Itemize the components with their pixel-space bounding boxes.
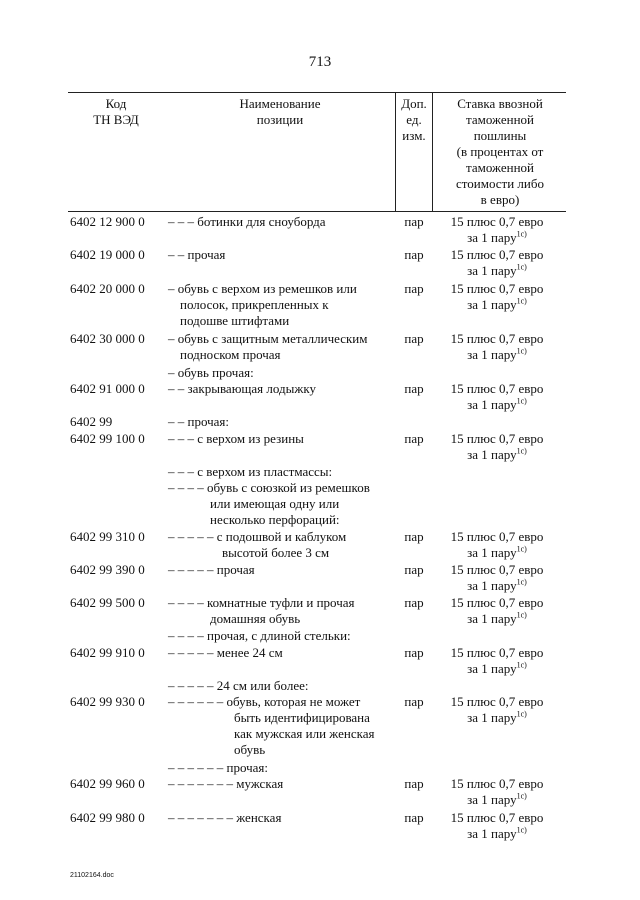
position-name — [168, 365, 400, 381]
unit-of-measure: пар — [404, 331, 424, 346]
duty-rate-line — [430, 578, 564, 594]
duty-rate-per-pair: за 1 пару — [467, 792, 517, 807]
duty-rate-per-pair: за 1 пару — [467, 661, 517, 676]
position-name-line: полосок, прикрепленных к — [180, 297, 329, 312]
header-code-line: Код — [105, 96, 127, 111]
tn-ved-code: 6402 99 910 0 — [70, 645, 145, 660]
footnote-marker: 1c) — [516, 296, 527, 306]
footnote-marker: 1c) — [516, 791, 527, 801]
footnote-marker: 1c) — [516, 396, 527, 406]
position-name-line: – – – – – с подошвой и каблуком — [168, 529, 347, 544]
duty-rate — [430, 562, 564, 594]
header-bottom-rule — [68, 211, 566, 212]
duty-rate — [430, 595, 564, 627]
position-name-line: – – прочая — [168, 247, 226, 262]
duty-rate — [430, 281, 564, 313]
duty-rate-per-pair: за 1 пару — [467, 578, 517, 593]
duty-rate-line: 15 плюс 0,7 евро — [450, 694, 544, 709]
unit-of-measure: пар — [404, 645, 424, 660]
unit-of-measure: пар — [404, 281, 424, 296]
position-name-line: – – – – – – – мужская — [168, 776, 284, 791]
duty-rate-line: 15 плюс 0,7 евро — [450, 214, 544, 229]
position-name-line: несколько перфораций: — [210, 512, 340, 527]
duty-rate-line: 15 плюс 0,7 евро — [450, 529, 544, 544]
tn-ved-code: 6402 99 100 0 — [70, 431, 145, 446]
unit-of-measure: пар — [404, 694, 424, 709]
duty-rate — [430, 381, 564, 413]
header-code — [70, 96, 162, 128]
header-top-rule — [68, 92, 566, 93]
duty-rate-line: 15 плюс 0,7 евро — [450, 381, 544, 396]
position-name — [168, 464, 400, 480]
position-name — [168, 645, 400, 661]
duty-rate — [430, 776, 564, 808]
position-name — [168, 776, 400, 792]
position-name — [168, 480, 400, 528]
header-rate-line: в евро) — [480, 192, 520, 207]
footnote-marker: 1c) — [516, 229, 527, 239]
duty-rate-per-pair: за 1 пару — [467, 297, 517, 312]
tn-ved-code: 6402 99 980 0 — [70, 810, 145, 825]
unit-of-measure: пар — [404, 810, 424, 825]
duty-rate-line — [430, 397, 564, 413]
position-name — [168, 810, 400, 826]
position-name-line: – обувь с верхом из ремешков или — [168, 281, 357, 296]
position-name-line: высотой более 3 см — [222, 545, 330, 560]
header-rate-line: таможенной — [466, 112, 534, 127]
unit-of-measure: пар — [404, 214, 424, 229]
duty-rate-per-pair: за 1 пару — [467, 230, 517, 245]
duty-rate-line: 15 плюс 0,7 евро — [450, 595, 544, 610]
position-name-line: – – – с верхом из пластмассы: — [168, 464, 333, 479]
position-name-line: – – – – – – обувь, которая не может — [168, 694, 361, 709]
tn-ved-code: 6402 99 930 0 — [70, 694, 145, 709]
column-divider — [432, 92, 433, 211]
duty-rate — [430, 431, 564, 463]
header-rate-line: (в процентах от — [456, 144, 544, 159]
duty-rate-line: 15 плюс 0,7 евро — [450, 645, 544, 660]
footnote-marker: 1c) — [516, 262, 527, 272]
footnote-marker: 1c) — [516, 544, 527, 554]
tn-ved-code: 6402 20 000 0 — [70, 281, 145, 296]
position-name-line: обувь — [234, 742, 266, 757]
duty-rate-per-pair: за 1 пару — [467, 347, 517, 362]
duty-rate — [430, 214, 564, 246]
position-name-line: – – – – прочая, с длиной стельки: — [168, 628, 351, 643]
position-name — [168, 760, 400, 776]
footnote-marker: 1c) — [516, 660, 527, 670]
position-name-line: – – – – – менее 24 см — [168, 645, 283, 660]
position-name-line: подошве штифтами — [180, 313, 290, 328]
footnote-marker: 1c) — [516, 709, 527, 719]
tn-ved-code: 6402 99 500 0 — [70, 595, 145, 610]
header-code-line: ТН ВЭД — [93, 112, 139, 127]
header-name-line: позиции — [256, 112, 304, 127]
footnote-marker: 1c) — [516, 577, 527, 587]
footnote-marker: 1c) — [516, 446, 527, 456]
position-name — [168, 214, 400, 230]
header-rate-line: таможенной — [466, 160, 534, 175]
duty-rate-line: 15 плюс 0,7 евро — [450, 776, 544, 791]
footnote-marker: 1c) — [516, 346, 527, 356]
unit-of-measure: пар — [404, 381, 424, 396]
duty-rate-line: 15 плюс 0,7 евро — [450, 431, 544, 446]
duty-rate-per-pair: за 1 пару — [467, 611, 517, 626]
header-rate-line: пошлины — [473, 128, 527, 143]
header-name-line: Наименование — [239, 96, 321, 111]
tn-ved-code: 6402 12 900 0 — [70, 214, 145, 229]
position-name — [168, 628, 400, 644]
duty-rate-per-pair: за 1 пару — [467, 263, 517, 278]
position-name-line: или имеющая одну или — [210, 496, 340, 511]
duty-rate-line — [430, 545, 564, 561]
unit-of-measure: пар — [404, 562, 424, 577]
position-name-line: – – – с верхом из резины — [168, 431, 304, 446]
duty-rate-line — [430, 661, 564, 677]
unit-of-measure: пар — [404, 431, 424, 446]
header-unit-line: Доп. — [401, 96, 427, 111]
header-name — [180, 96, 380, 128]
duty-rate — [430, 529, 564, 561]
tn-ved-code: 6402 99 960 0 — [70, 776, 145, 791]
duty-rate — [430, 810, 564, 842]
tn-ved-code: 6402 30 000 0 — [70, 331, 145, 346]
position-name-line: – – – – – – прочая: — [168, 760, 269, 775]
duty-rate — [430, 694, 564, 726]
position-name — [168, 331, 400, 363]
position-name-line: – – закрывающая лодыжку — [168, 381, 316, 396]
position-name-line: подноском прочая — [180, 347, 281, 362]
position-name — [168, 247, 400, 263]
unit-of-measure: пар — [404, 595, 424, 610]
unit-of-measure: пар — [404, 776, 424, 791]
duty-rate-line: 15 плюс 0,7 евро — [450, 247, 544, 262]
duty-rate-per-pair: за 1 пару — [467, 826, 517, 841]
duty-rate-line — [430, 792, 564, 808]
duty-rate-line — [430, 447, 564, 463]
position-name — [168, 595, 400, 627]
duty-rate-line — [430, 826, 564, 842]
position-name — [168, 431, 400, 447]
position-name — [168, 281, 400, 329]
tn-ved-code: 6402 19 000 0 — [70, 247, 145, 262]
duty-rate — [430, 645, 564, 677]
tn-ved-code: 6402 91 000 0 — [70, 381, 145, 396]
header-unit-line: ед. — [406, 112, 422, 127]
position-name-line: – – – – комнатные туфли и прочая — [168, 595, 355, 610]
footnote-marker: 1c) — [516, 825, 527, 835]
duty-rate-line — [430, 230, 564, 246]
position-name-line: – – – – – прочая — [168, 562, 255, 577]
duty-rate-per-pair: за 1 пару — [467, 397, 517, 412]
tn-ved-code: 6402 99 — [70, 414, 113, 429]
position-name-line: быть идентифицирована — [234, 710, 370, 725]
position-name — [168, 678, 400, 694]
duty-rate-line: 15 плюс 0,7 евро — [450, 331, 544, 346]
position-name — [168, 529, 400, 561]
duty-rate-line — [430, 263, 564, 279]
duty-rate-per-pair: за 1 пару — [467, 545, 517, 560]
position-name-line: как мужская или женская — [234, 726, 375, 741]
duty-rate — [430, 247, 564, 279]
header-rate — [434, 96, 566, 208]
position-name-line: – – – ботинки для сноуборда — [168, 214, 326, 229]
footer-filename: 21102164.doc — [70, 872, 114, 879]
duty-rate-line — [430, 297, 564, 313]
duty-rate-line — [430, 347, 564, 363]
duty-rate-line: 15 плюс 0,7 евро — [450, 810, 544, 825]
position-name-line: – обувь прочая: — [168, 365, 254, 380]
position-name-line: – – прочая: — [168, 414, 230, 429]
position-name-line: – – – – – 24 см или более: — [168, 678, 309, 693]
position-name — [168, 381, 400, 397]
unit-of-measure: пар — [404, 247, 424, 262]
position-name — [168, 414, 400, 430]
duty-rate-line — [430, 611, 564, 627]
header-rate-line: Ставка ввозной — [457, 96, 543, 111]
unit-of-measure: пар — [404, 529, 424, 544]
duty-rate — [430, 331, 564, 363]
position-name-line: – обувь с защитным металлическим — [168, 331, 368, 346]
position-name-line: – – – – – – – женская — [168, 810, 282, 825]
position-name-line: – – – – обувь с союзкой из ремешков — [168, 480, 370, 495]
page-number: 713 — [308, 54, 332, 70]
duty-rate-per-pair: за 1 пару — [467, 447, 517, 462]
duty-rate-per-pair: за 1 пару — [467, 710, 517, 725]
header-rate-line: стоимости либо — [455, 176, 544, 191]
header-unit — [396, 96, 432, 144]
position-name — [168, 562, 400, 578]
duty-rate-line: 15 плюс 0,7 евро — [450, 562, 544, 577]
duty-rate-line — [430, 710, 564, 726]
duty-rate-line: 15 плюс 0,7 евро — [450, 281, 544, 296]
position-name — [168, 694, 400, 758]
tn-ved-code: 6402 99 390 0 — [70, 562, 145, 577]
position-name-line: домашняя обувь — [210, 611, 301, 626]
header-unit-line: изм. — [402, 128, 426, 143]
tn-ved-code: 6402 99 310 0 — [70, 529, 145, 544]
footnote-marker: 1c) — [516, 610, 527, 620]
